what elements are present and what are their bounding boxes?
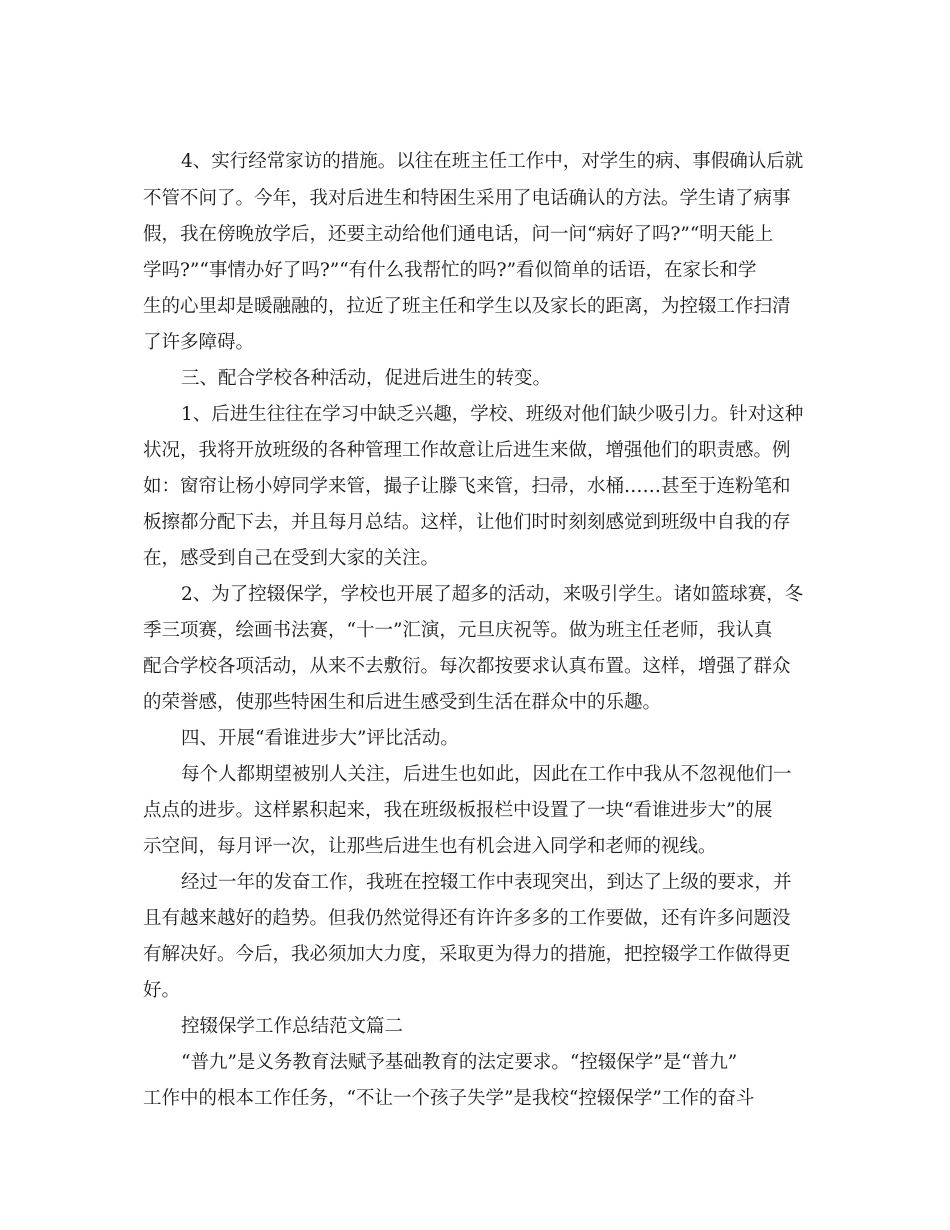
- paragraph-line: 状况，我将开放班级的各种管理工作故意让后进生来做，增强他们的职责感。例: [143, 439, 791, 461]
- paragraph-line: 的荣誉感，使那些特困生和后进生感受到生活在群众中的乐趣。: [143, 691, 662, 713]
- paragraph-line: 学吗?”“事情办好了吗?”“有什么我帮忙的吗?”看似简单的话语，在家长和学: [143, 259, 757, 281]
- paragraph-line: 季三项赛，绘画书法赛，“十一”汇演，元旦庆祝等。做为班主任老师，我认真: [143, 619, 773, 641]
- paragraph-line: 假，我在傍晚放学后，还要主动给他们通电话，问一问“病好了吗?”“明天能上: [143, 223, 774, 245]
- paragraph-line: 且有越来越好的趋势。但我仍然觉得还有许许多多的工作要做，还有许多问题没: [143, 907, 791, 929]
- paragraph-line: 2、为了控辍保学，学校也开展了超多的活动，来吸引学生。诸如篮球赛，冬: [181, 583, 804, 605]
- paragraph-line: 每个人都期望被别人关注，后进生也如此，因此在工作中我从不忽视他们一: [181, 763, 792, 785]
- paragraph-line: 示空间，每月评一次，让那些后进生也有机会进入同学和老师的视线。: [143, 835, 717, 857]
- article-subtitle: 控辍保学工作总结范文篇二: [181, 1015, 404, 1037]
- paragraph-line: 工作中的根本工作任务，“不让一个孩子失学”是我校“控辍保学”工作的奋斗: [143, 1087, 755, 1109]
- paragraph-line: 点点的进步。这样累积起来，我在班级板报栏中设置了一块“看谁进步大”的展: [143, 799, 773, 821]
- paragraph-line: 在，感受到自己在受到大家的关注。: [143, 547, 440, 569]
- paragraph-line: 好。: [143, 979, 181, 1001]
- paragraph-line: 4、实行经常家访的措施。以往在班主任工作中，对学生的病、事假确认后就: [181, 150, 804, 172]
- paragraph-line: “普九”是义务教育法赋予基础教育的法定要求。“控辍保学”是“普九”: [181, 1051, 738, 1073]
- section-heading: 四、开展“看谁进步大”评比活动。: [181, 727, 459, 749]
- paragraph-line: 经过一年的发奋工作，我班在控辍工作中表现突出，到达了上级的要求，并: [181, 871, 792, 893]
- paragraph-line: 有解决好。今后，我必须加大力度，采取更为得力的措施，把控辍学工作做得更: [143, 943, 791, 965]
- paragraph-line: 不管不问了。今年，我对后进生和特困生采用了电话确认的方法。学生请了病事: [143, 187, 791, 209]
- paragraph-line: 如：窗帘让杨小婷同学来管，撮子让滕飞来管，扫帚，水桶……甚至于连粉笔和: [143, 475, 791, 497]
- paragraph-line: 板擦都分配下去，并且每月总结。这样，让他们时时刻刻感觉到班级中自我的存: [143, 511, 791, 533]
- paragraph-line: 配合学校各项活动，从来不去敷衍。每次都按要求认真布置。这样，增强了群众: [143, 655, 791, 677]
- paragraph-line: 1、后进生往往在学习中缺乏兴趣，学校、班级对他们缺少吸引力。针对这种: [181, 403, 804, 425]
- paragraph-line: 生的心里却是暖融融的，拉近了班主任和学生以及家长的距离，为控辍工作扫清: [143, 295, 791, 317]
- paragraph-line: 了许多障碍。: [143, 331, 255, 353]
- section-heading: 三、配合学校各种活动，促进后进生的转变。: [181, 367, 552, 389]
